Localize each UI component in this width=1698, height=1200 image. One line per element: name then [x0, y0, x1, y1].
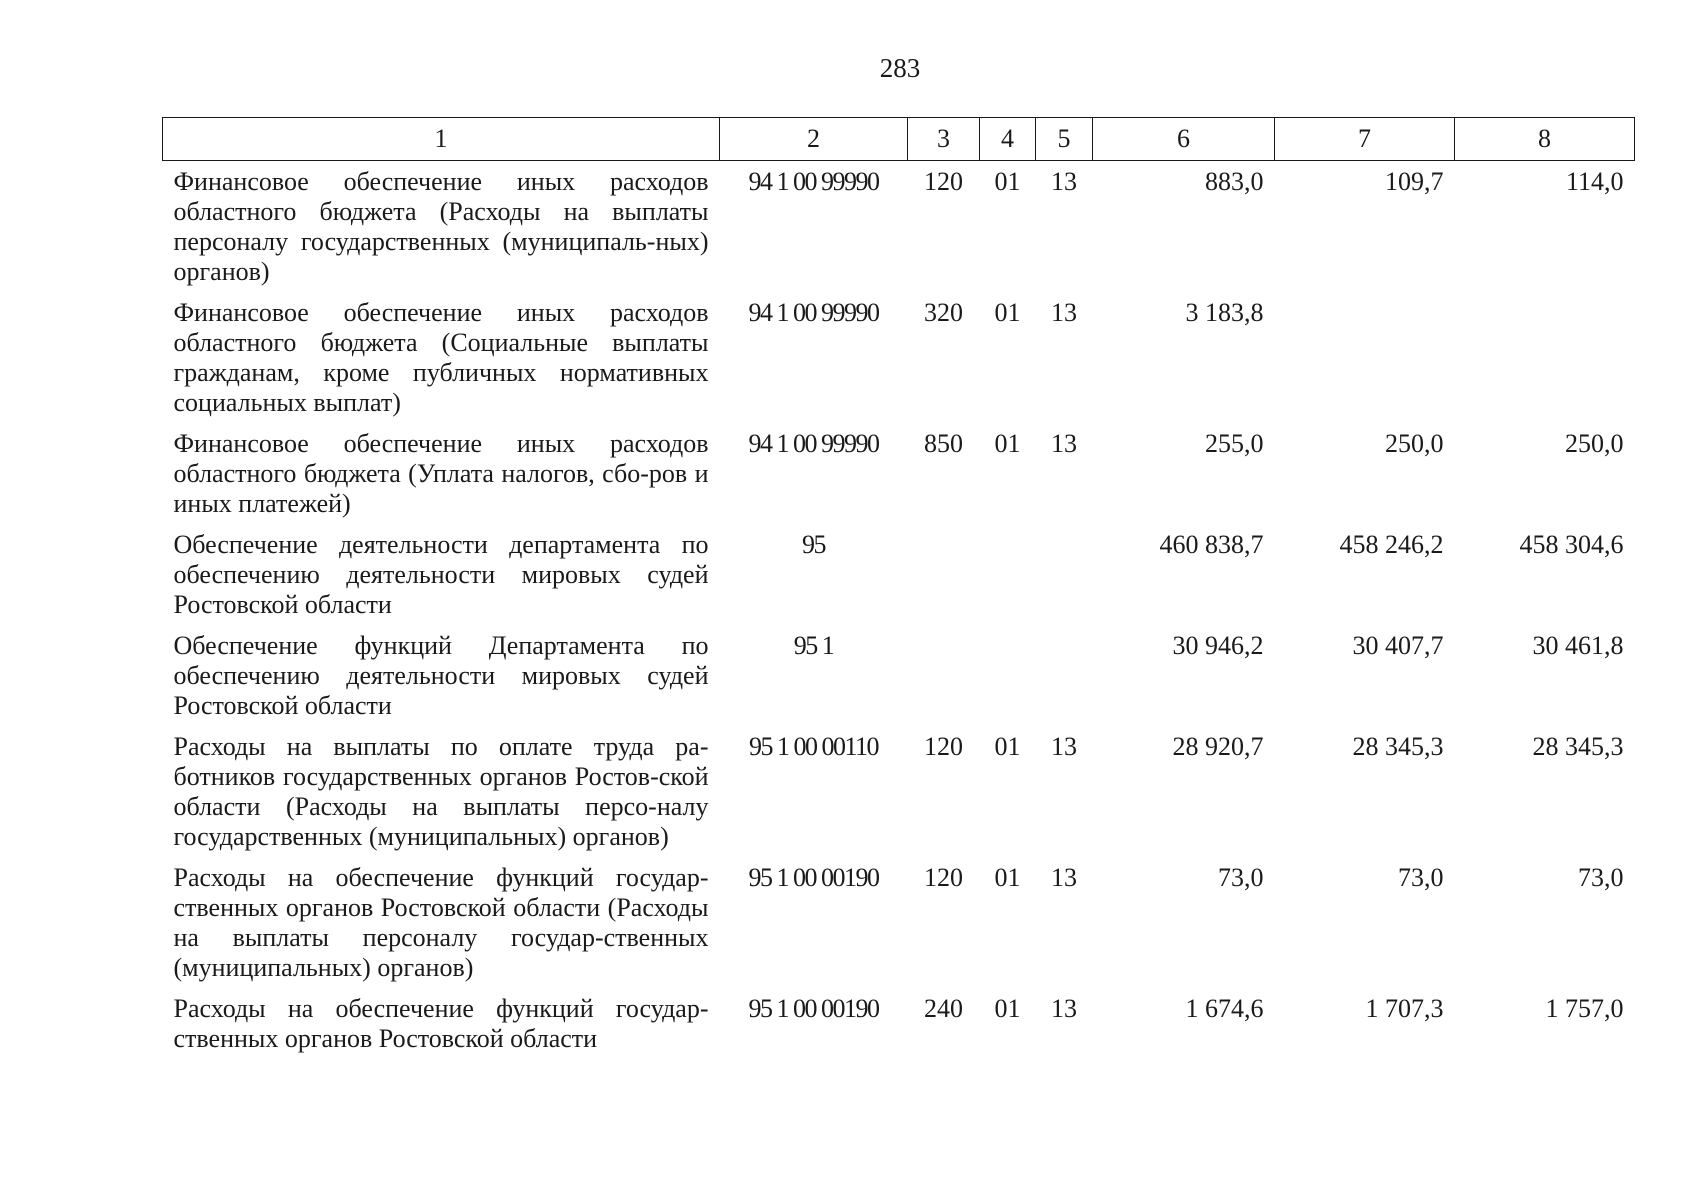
expense-type-code	[908, 625, 980, 726]
amount-col-8: 28 345,3	[1532, 732, 1624, 761]
expense-type-code: 120	[924, 863, 963, 892]
amount-col-7: 458 246,2	[1339, 530, 1444, 559]
page-number: 283	[879, 53, 921, 83]
target-article-code: 94 1 00 99990	[748, 429, 879, 458]
target-article-code: 94 1 00 99990	[748, 298, 879, 327]
target-article-code: 95	[802, 530, 825, 559]
table-body	[163, 161, 1635, 1060]
amount-col-6: 3 183,8	[1185, 298, 1264, 327]
subsection-code	[1036, 625, 1093, 726]
amount-col-8	[1455, 292, 1635, 423]
table-row	[163, 292, 1635, 423]
section-code: 01	[994, 167, 1021, 196]
row-name: Финансовое обеспечение иных расходов областного бюджета (Расходы на выплаты персоналу государственных (муниципаль-ных) органов)	[173, 167, 709, 286]
section-code: 01	[994, 429, 1021, 458]
section-code: 01	[994, 994, 1021, 1023]
table-row	[163, 988, 1635, 1059]
amount-col-7: 28 345,3	[1352, 732, 1444, 761]
amount-col-8: 114,0	[1565, 167, 1624, 196]
table-row	[163, 625, 1635, 726]
column-header-6: 6	[1093, 118, 1275, 161]
column-header-8: 8	[1455, 118, 1635, 161]
table-row	[163, 857, 1635, 988]
expense-type-code: 120	[924, 732, 963, 761]
amount-col-6: 28 920,7	[1172, 732, 1264, 761]
amount-col-6: 460 838,7	[1159, 530, 1264, 559]
column-header-3: 3	[908, 118, 980, 161]
amount-col-7: 250,0	[1385, 429, 1444, 458]
target-article-code: 95 1 00 00190	[748, 994, 879, 1023]
table-row	[163, 524, 1635, 625]
table-row	[163, 161, 1635, 293]
section-code: 01	[994, 863, 1021, 892]
expense-type-code: 240	[924, 994, 963, 1023]
subsection-code: 13	[1051, 167, 1077, 196]
target-article-code: 95 1 00 00190	[748, 863, 879, 892]
row-name: Расходы на выплаты по оплате труда ра-ботников государственных органов Ростов-ской области (Расходы на выплаты персо-налу государственных (муниципальных) органов)	[173, 732, 709, 851]
column-header-4: 4	[980, 118, 1036, 161]
amount-col-6: 73,0	[1218, 863, 1264, 892]
table-row	[163, 726, 1635, 857]
amount-col-8: 73,0	[1578, 863, 1624, 892]
column-header-2: 2	[720, 118, 908, 161]
amount-col-6: 1 674,6	[1185, 994, 1264, 1023]
expense-type-code: 320	[924, 298, 963, 327]
amount-col-7	[1275, 292, 1455, 423]
row-name: Расходы на обеспечение функций государ-ственных органов Ростовской области	[173, 994, 709, 1053]
subsection-code: 13	[1051, 429, 1077, 458]
row-name: Финансовое обеспечение иных расходов областного бюджета (Социальные выплаты гражданам, кроме публичных нормативных социальных выплат)	[173, 298, 709, 417]
budget-table	[162, 117, 1635, 1059]
section-code: 01	[994, 298, 1021, 327]
amount-col-8: 1 757,0	[1545, 994, 1624, 1023]
subsection-code: 13	[1051, 994, 1077, 1023]
header-row	[163, 118, 1635, 161]
target-article-code: 94 1 00 99990	[748, 167, 879, 196]
target-article-code: 95 1 00 00110	[748, 732, 879, 761]
expense-type-code	[908, 524, 980, 625]
table-header	[163, 118, 1635, 161]
amount-col-8: 30 461,8	[1532, 631, 1624, 660]
subsection-code: 13	[1051, 732, 1077, 761]
subsection-code: 13	[1051, 298, 1077, 327]
expense-type-code: 120	[924, 167, 963, 196]
amount-col-8: 458 304,6	[1519, 530, 1624, 559]
amount-col-7: 73,0	[1398, 863, 1444, 892]
amount-col-6: 30 946,2	[1172, 631, 1264, 660]
table-row	[163, 423, 1635, 524]
target-article-code: 95 1	[793, 631, 834, 660]
amount-col-6: 255,0	[1205, 429, 1264, 458]
row-name: Обеспечение функций Департамента по обеспечению деятельности мировых судей Ростовской области	[173, 631, 709, 720]
section-code	[980, 524, 1036, 625]
subsection-code: 13	[1051, 863, 1077, 892]
subsection-code	[1036, 524, 1093, 625]
row-name: Финансовое обеспечение иных расходов областного бюджета (Уплата налогов, сбо-ров и иных платежей)	[173, 429, 709, 518]
amount-col-6: 883,0	[1205, 167, 1264, 196]
row-name: Обеспечение деятельности департамента по обеспечению деятельности мировых судей Ростовской области	[173, 530, 709, 619]
amount-col-8: 250,0	[1565, 429, 1624, 458]
expense-type-code: 850	[924, 429, 963, 458]
row-name: Расходы на обеспечение функций государ-ственных органов Ростовской области (Расходы на выплаты персоналу государ-ственных (муниципальных) органов)	[173, 863, 709, 982]
section-code: 01	[994, 732, 1021, 761]
amount-col-7: 109,7	[1385, 167, 1444, 196]
column-header-1: 1	[163, 118, 720, 161]
column-header-5: 5	[1036, 118, 1093, 161]
amount-col-7: 1 707,3	[1365, 994, 1444, 1023]
amount-col-7: 30 407,7	[1352, 631, 1444, 660]
column-header-7: 7	[1275, 118, 1455, 161]
section-code	[980, 625, 1036, 726]
